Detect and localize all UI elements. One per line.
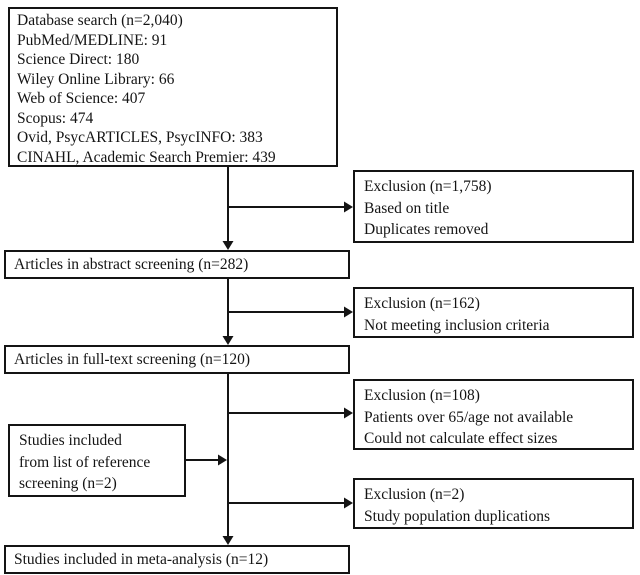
exclusion-age-reason: Patients over 65/age not available — [364, 408, 574, 426]
box-exclusion-criteria — [353, 287, 634, 338]
database-source: Web of Science: 407 — [17, 90, 146, 107]
database-source: CINAHL, Academic Search Premier: 439 — [17, 148, 276, 166]
exclusion-age-reason: Could not calculate effect sizes — [364, 430, 558, 447]
reference-screening-line: Studies included — [19, 432, 122, 449]
exclusion-criteria-reason: Not meeting inclusion criteria — [364, 316, 550, 334]
reference-screening-line: from list of reference — [19, 453, 151, 471]
database-search-title: Database search (n=2,040) — [17, 12, 183, 29]
fulltext-screening-label: Articles in full-text screening (n=120) — [14, 350, 251, 368]
reference-screening-line: screening (n=2) — [19, 475, 117, 492]
meta-analysis-label: Studies included in meta-analysis (n=12) — [14, 550, 269, 568]
exclusion-age-heading: Exclusion (n=108) — [364, 387, 480, 404]
arrow-branch-exclusion-title — [228, 202, 353, 213]
database-source: Ovid, PsycARTICLES, PsycINFO: 383 — [17, 129, 263, 146]
database-source: Wiley Online Library: 66 — [17, 70, 175, 88]
arrow-search-to-abstract — [223, 167, 234, 250]
box-reference-screening — [8, 424, 186, 497]
exclusion-criteria-heading: Exclusion (n=162) — [364, 295, 480, 312]
box-database-search — [8, 7, 338, 167]
arrow-branch-exclusion-duplicates — [228, 498, 353, 509]
box-exclusion-duplicates — [353, 478, 634, 529]
exclusion-title-reason: Based on title — [364, 199, 450, 217]
exclusion-title-reason: Duplicates removed — [364, 221, 489, 238]
box-meta-analysis — [4, 545, 350, 574]
database-source: Scopus: 474 — [17, 109, 94, 127]
arrow-abstract-to-fulltext — [223, 279, 234, 345]
database-source: PubMed/MEDLINE: 91 — [17, 31, 168, 49]
box-exclusion-age — [353, 379, 634, 450]
arrow-branch-exclusion-criteria — [228, 307, 353, 318]
box-exclusion-title — [353, 170, 634, 243]
box-abstract-screening — [4, 250, 350, 279]
arrow-fulltext-to-meta — [223, 374, 234, 545]
box-fulltext-screening — [4, 345, 350, 374]
database-source: Science Direct: 180 — [17, 51, 140, 68]
exclusion-duplicates-reason: Study population duplications — [364, 507, 550, 525]
exclusion-title-heading: Exclusion (n=1,758) — [364, 178, 492, 195]
abstract-screening-label: Articles in abstract screening (n=282) — [14, 255, 249, 273]
arrow-reference-to-trunk — [186, 455, 227, 466]
arrow-branch-exclusion-age — [228, 408, 353, 419]
exclusion-duplicates-heading: Exclusion (n=2) — [364, 486, 465, 503]
